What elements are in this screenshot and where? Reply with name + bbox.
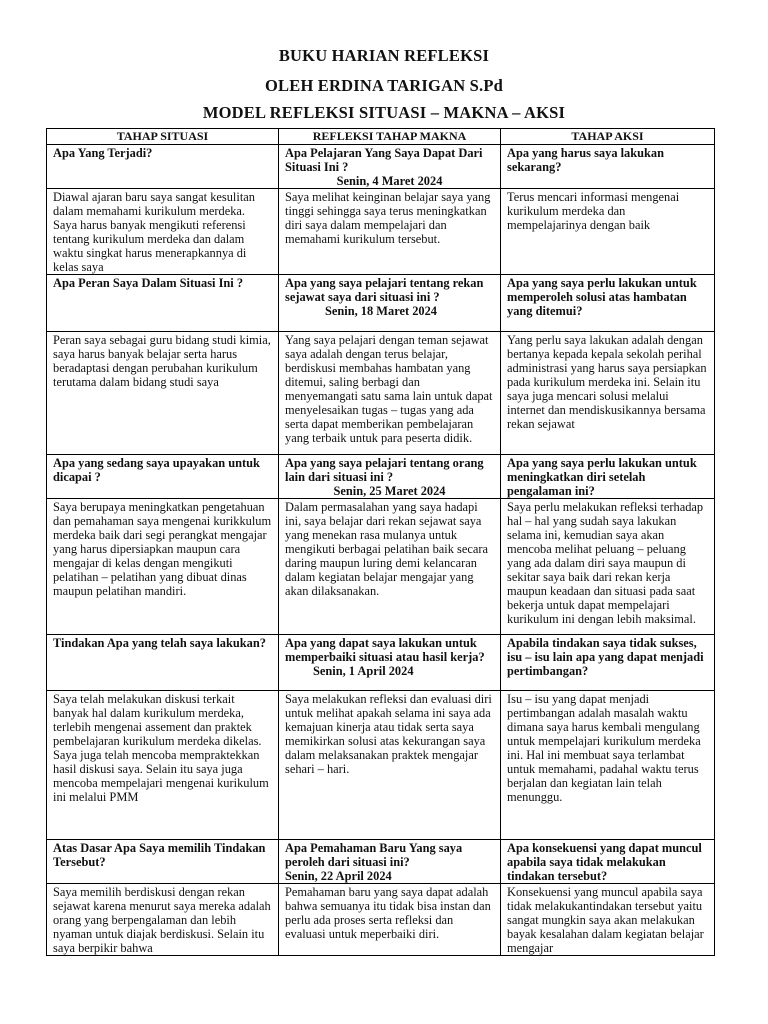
question-cell: Apa konsekuensi yang dapat muncul apabila saya tidak melakukan tindakan tersebut? (501, 840, 715, 884)
question-cell: Apa yang saya perlu lakukan untuk meningkatkan diri setelah pengalaman ini? (501, 455, 715, 499)
answer-cell: Pemahaman baru yang saya dapat adalah bahwa semuanya itu tidak bisa instan dan perlu ada proses serta refleksi dan evaluasi untuk meperbaiki diri. (279, 884, 501, 956)
question-cell (279, 455, 501, 499)
question-text: Apa yang saya pelajari tentang orang lain dari situasi ini ? (285, 456, 484, 484)
table-row-answer (47, 499, 715, 635)
answer-cell: Konsekuensi yang muncul apabila saya tidak melakukantindakan tersebut yaitu sangat mungkin saya akan melakukan bayak kesalahan dalam kegiatan belajar mengajar (501, 884, 715, 956)
answer-cell: Saya memilih berdiskusi dengan rekan sejawat karena menurut saya mereka adalah orang yang berpengalaman dan lebih nyaman untuk diajak berdiskusi. Selain itu saya berpikir bahwa (47, 884, 279, 956)
answer-cell: Dalam permasalahan yang saya hadapi ini, saya belajar dari rekan sejawat saya yang menekan rasa mulanya untuk mengikuti berbagai pelatihan baik secara daring maupun luring demi kelancaran dalam kegiatan belajar mengajar yang akan dilaksanakan. (279, 499, 501, 635)
answer-cell: Yang perlu saya lakukan adalah dengan bertanya kepada kepala sekolah perihal administrasi yang harus saya persiapkan pada kurikulum merdeka ini. Selain itu saya juga mencari solusi melalui internet dan mendiskusikannya bersama rekan sejawat (501, 332, 715, 455)
question-cell: Apabila tindakan saya tidak sukses, isu – isu lain apa yang dapat menjadi pertimbangan? (501, 635, 715, 691)
table-row-question (47, 840, 715, 884)
question-cell: Apa yang harus saya lakukan sekarang? (501, 145, 715, 189)
entry-date: Senin, 18 Maret 2024 (325, 304, 437, 318)
answer-cell: Diawal ajaran baru saya sangat kesulitan dalam memahami kurikulum merdeka. Saya harus banyak mengikuti referensi tentang kurikulum merdeka dan dalam waktu singkat harus menerapkannya di kelas saya (47, 189, 279, 275)
question-text: Apa Pemahaman Baru Yang saya peroleh dari situasi ini? (285, 841, 463, 869)
question-cell: Atas Dasar Apa Saya memilih Tindakan Tersebut? (47, 840, 279, 884)
answer-cell: Isu – isu yang dapat menjadi pertimbangan adalah masalah waktu dimana saya harus kembali mengulang untuk mempelajari kurikulum merdeka ini. Hal ini membuat saya terlambat untuk memahami, padahal waktu terus berjalan dan kegiatan lain telah menunggu. (501, 691, 715, 840)
table-row-answer (47, 691, 715, 840)
table-row-answer (47, 189, 715, 275)
question-text: Apa Pelajaran Yang Saya Dapat Dari Situasi Ini ? (285, 146, 483, 174)
question-cell (279, 145, 501, 189)
table-row-question (47, 275, 715, 332)
answer-cell: Yang saya pelajari dengan teman sejawat saya adalah dengan terus belajar, berdiskusi membahas hambatan yang ditemui, saling berbagi dan menyemangati satu sama lain untuk dapat menyelesaikan tugas – tugas yang ada serta dapat memberikan pembelajaran yang terbaik untuk para peserta didik. (279, 332, 501, 455)
question-cell: Apa yang sedang saya upayakan untuk dicapai ? (47, 455, 279, 499)
entry-date: Senin, 25 Maret 2024 (333, 484, 446, 498)
doc-model-title: MODEL REFLEKSI SITUASI – MAKNA – AKSI (202, 103, 566, 122)
answer-cell: Saya perlu melakukan refleksi terhadap hal – hal yang sudah saya lakukan selama ini, kemudian saya akan mencoba melihat peluang – peluang yang ada dalam diri saya maupun di sekitar saya baik dari rekan kerja maupun keadaan dan situasi pada saat bekerja untuk dapat mempelajari kurikulum ini dengan lebih maksimal. (501, 499, 715, 635)
answer-cell: Peran saya sebagai guru bidang studi kimia, saya harus banyak belajar serta harus beradaptasi dengan perubahan kurikulum terutama dalam bidang studi saya (47, 332, 279, 455)
question-text: Apa yang saya pelajari tentang rekan sejawat saya dari situasi ini ? (285, 276, 484, 304)
entry-date: Senin, 4 Maret 2024 (336, 174, 443, 188)
table-header-row (47, 129, 715, 145)
doc-title: BUKU HARIAN REFLEKSI (278, 46, 490, 65)
question-cell (279, 635, 501, 691)
answer-cell: Saya berupaya meningkatkan pengetahuan dan pemahaman saya mengenai kurikkulum merdeka baik dari segi perangkat mengajar yang harus dipersiapkan maupun cara mengajar di kelas dengan mengikuti pelatihan – pelatihan yang dibuat dinas maupun pelatihan mandiri. (47, 499, 279, 635)
table-row-question (47, 635, 715, 691)
answer-cell: Saya telah melakukan diskusi terkait banyak hal dalam kurikulum merdeka, terlebih mengenai assement dan praktek pembelajaran kurikulum merdeka dikelas. Saya juga telah mencoba mempraktekkan hasil diskusi saya. Selain itu saya juga mencoba mempelajari mengenai kurikulum ini melalui PMM (47, 691, 279, 840)
question-cell: Apa Peran Saya Dalam Situasi Ini ? (47, 275, 279, 332)
entry-date: Senin, 1 April 2024 (313, 664, 414, 678)
reflection-table (46, 128, 715, 956)
question-cell: Apa yang saya perlu lakukan untuk memperoleh solusi atas hambatan yang ditemui? (501, 275, 715, 332)
col-header-aksi: TAHAP AKSI (501, 129, 715, 145)
question-text: Apa yang dapat saya lakukan untuk memperbaiki situasi atau hasil kerja? (285, 636, 485, 664)
table-row-question (47, 455, 715, 499)
question-cell: Tindakan Apa yang telah saya lakukan? (47, 635, 279, 691)
table-row-question (47, 145, 715, 189)
entry-date: Senin, 22 April 2024 (285, 869, 392, 883)
answer-cell: Saya melihat keinginan belajar saya yang tinggi sehingga saya terus meningkatkan diri saya dalam mempelajari dan memahami kurikulum tersebut. (279, 189, 501, 275)
doc-author: OLEH ERDINA TARIGAN S.Pd (265, 76, 503, 95)
table-row-answer (47, 884, 715, 956)
col-header-situasi: TAHAP SITUASI (47, 129, 279, 145)
answer-cell: Terus mencari informasi mengenai kurikulum merdeka dan mempelajarinya dengan baik (501, 189, 715, 275)
answer-cell: Saya melakukan refleksi dan evaluasi diri untuk melihat apakah selama ini saya ada kemajuan kinerja atau tidak serta saya memikirkan solusi atas kekurangan saya dalam melaksanakan praktek mengajar sehari – hari. (279, 691, 501, 840)
question-cell: Apa Yang Terjadi? (47, 145, 279, 189)
question-cell (279, 275, 501, 332)
table-row-answer (47, 332, 715, 455)
question-cell (279, 840, 501, 884)
col-header-makna: REFLEKSI TAHAP MAKNA (279, 129, 501, 145)
